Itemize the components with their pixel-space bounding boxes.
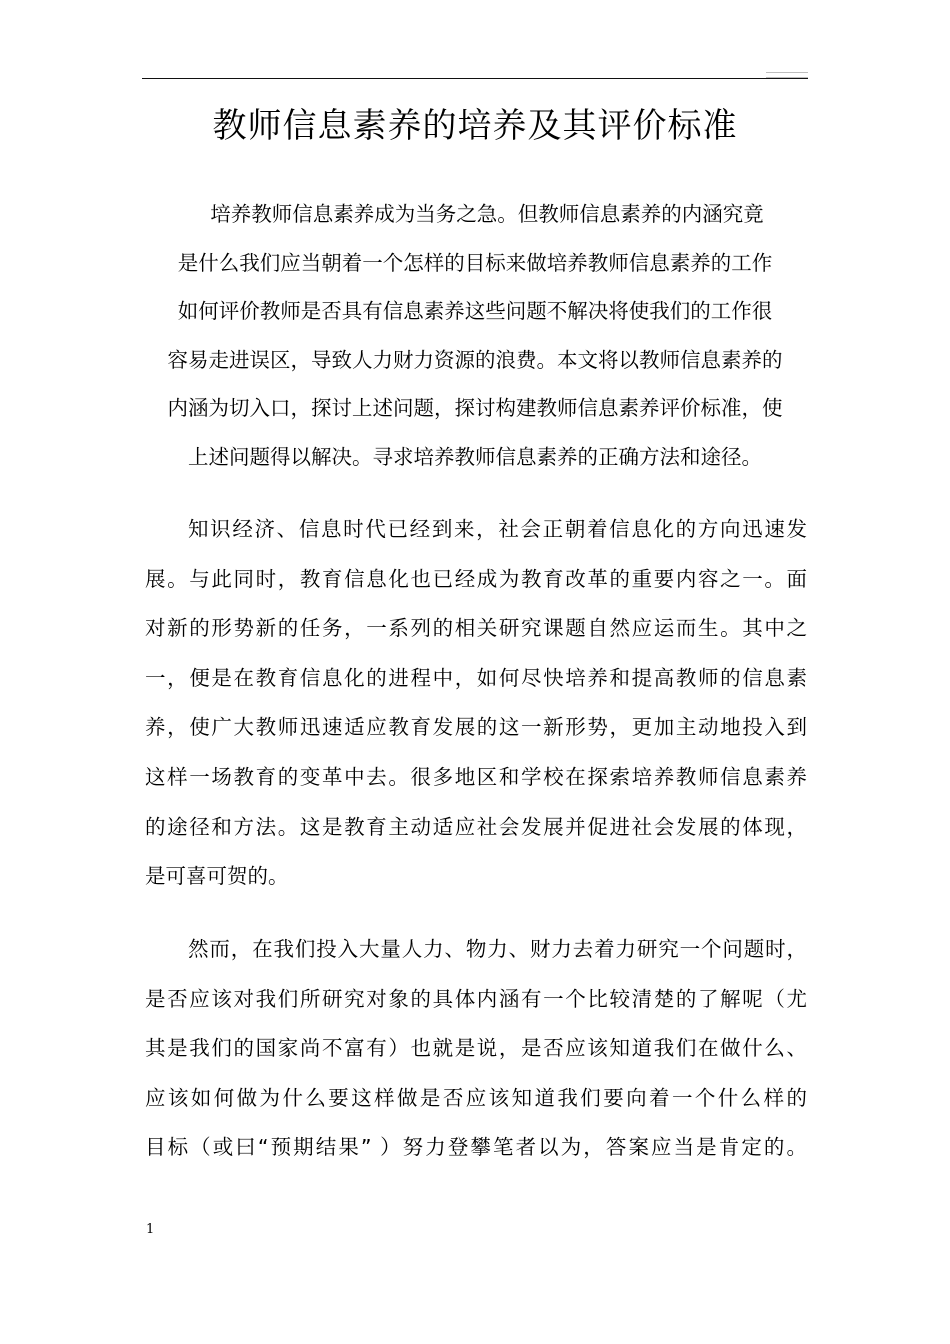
paragraph-line: 这样一场教育的变革中去。很多地区和学校在探索培养教师信息素养 xyxy=(145,764,807,789)
abstract-line: 上述问题得以解决。寻求培养教师信息素养的正确方法和途径。 xyxy=(188,444,762,469)
paragraph-line: 目标（或曰“预期结果” ）努力登攀笔者以为，答案应当是肯定的。 xyxy=(145,1135,807,1160)
paragraph-line: 是可喜可贺的。 xyxy=(145,864,289,889)
page-number: 1 xyxy=(146,1222,155,1237)
paragraph-line: 对新的形势新的任务，一系列的相关研究课题自然应运而生。其中之 xyxy=(145,616,807,641)
body-paragraph-2 xyxy=(0,925,950,1173)
abstract-line: 内涵为切入口，探讨上述问题，探讨构建教师信息素养评价标准，使 xyxy=(167,396,783,420)
abstract-line: 是什么我们应当朝着一个怎样的目标来做培养教师信息素养的工作 xyxy=(177,250,773,275)
paragraph-line: 养，使广大教师迅速适应教育发展的这一新形势，更加主动地投入到 xyxy=(145,715,807,740)
paragraph-line: 然而，在我们投入大量人力、物力、财力去着力研究一个问题时， xyxy=(188,937,807,961)
abstract-line: 如何评价教师是否具有信息素养这些问题不解决将使我们的工作很 xyxy=(177,299,773,323)
paragraph-line: 一，便是在教育信息化的进程中，如何尽快培养和提高教师的信息素 xyxy=(145,665,807,690)
paragraph-line: 应该如何做为什么要这样做是否应该知道我们要向着一个什么样的 xyxy=(145,1085,807,1110)
paragraph-line: 是否应该对我们所研究对象的具体内涵有一个比较清楚的了解呢（尤 xyxy=(145,986,807,1011)
header-rule xyxy=(142,78,808,79)
body-paragraph-1 xyxy=(0,505,950,902)
paragraph-line: 知识经济、信息时代已经到来，社会正朝着信息化的方向迅速发 xyxy=(188,517,807,541)
header-mark xyxy=(766,72,808,78)
abstract-line: 培养教师信息素养成为当务之急。但教师信息素养的内涵究竟 xyxy=(210,202,764,226)
abstract-line: 容易走进误区，导致人力财力资源的浪费。本文将以教师信息素养的 xyxy=(167,347,783,372)
paragraph-line: 展。与此同时，教育信息化也已经成为教育改革的重要内容之一。面 xyxy=(145,566,807,591)
abstract-paragraph xyxy=(0,190,950,481)
document-title: 教师信息素养的培养及其评价标准 xyxy=(212,106,738,146)
paragraph-line: 其是我们的国家尚不富有）也就是说，是否应该知道我们在做什么、 xyxy=(145,1036,807,1061)
paragraph-line: 的途径和方法。这是教育主动适应社会发展并促进社会发展的体现， xyxy=(145,814,807,839)
